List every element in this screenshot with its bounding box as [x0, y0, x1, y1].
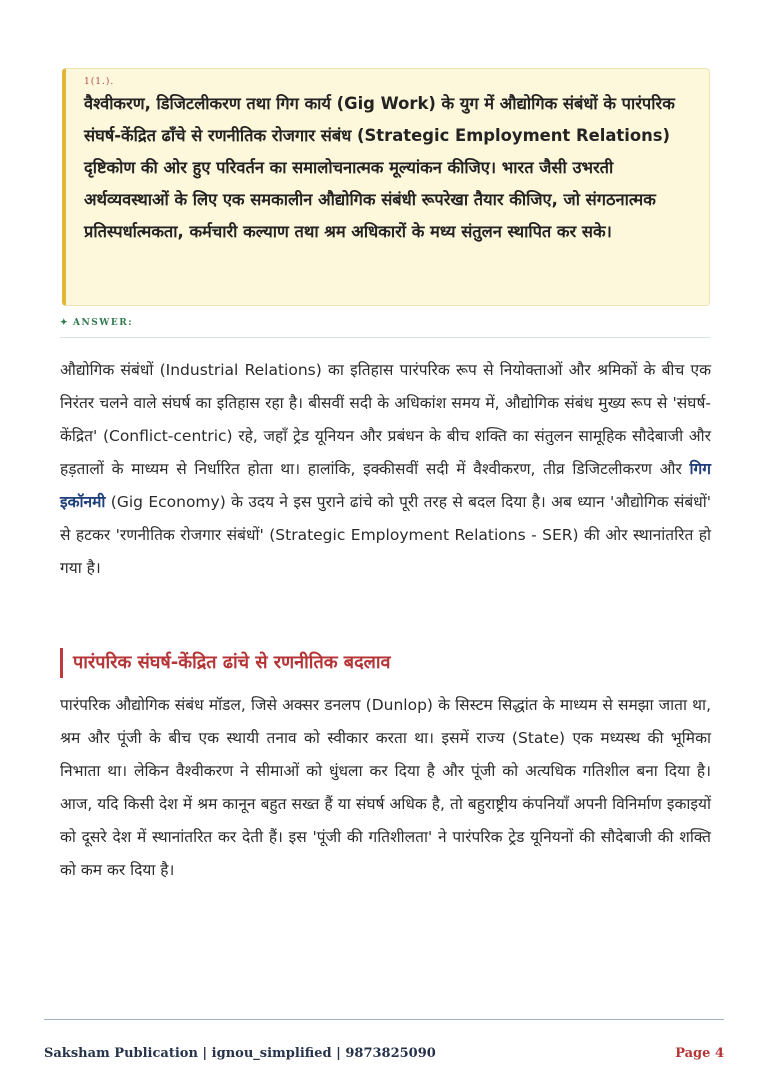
footer-divider — [44, 1019, 724, 1020]
page-number: Page 4 — [675, 1046, 724, 1061]
question-number: 1(1.). — [84, 77, 115, 87]
section-heading: पारंपरिक संघर्ष-केंद्रित ढांचे से रणनीतिक बदलाव — [60, 648, 391, 678]
answer-paragraph-2: पारंपरिक औद्योगिक संबंध मॉडल, जिसे अक्सर डनलप (Dunlop) के सिस्टम सिद्धांत के माध्यम से समझा जाता था, श्रम और पूंजी के बीच एक स्थायी तनाव को स्वीकार करता था। इसमें राज्य (State) एक मध्यस्थ की भूमिका निभाता था। लेकिन वैश्वीकरण ने सीमाओं को धुंधला कर दिया है और पूंजी को अत्यधिक गतिशील बना दिया है। आज, यदि किसी देश में श्रम कानून बहुत सख्त हैं या संघर्ष अधिक है, तो बहुराष्ट्रीय कंपनियाँ अपनी विनिर्माण इकाइयों को दूसरे देश में स्थानांतरित कर देती हैं। इस 'पूंजी की गतिशीलता' ने पारंपरिक ट्रेड यूनियनों की सौदेबाजी की शक्ति को कम कर दिया है। — [60, 696, 711, 879]
paragraph-1-part-2: (Gig Economy) के उदय ने इस पुराने ढांचे को पूरी तरह से बदल दिया है। अब ध्यान 'औद्योगिक संबंधों' से हटकर 'रणनीतिक रोजगार संबंधों' (Strategic Employment Relations - SER) की ओर स्थानांतरित हो गया है। — [60, 493, 711, 577]
answer-label-text: ANSWER: — [73, 318, 134, 328]
paragraph-1-part-1: औद्योगिक संबंधों (Industrial Relations) का इतिहास पारंपरिक रूप से नियोक्ताओं और श्रमिकों के बीच एक निरंतर चलने वाले संघर्ष का इतिहास रहा है। बीसवीं सदी के अधिकांश समय में, औद्योगिक संबंध मुख्य रूप से 'संघर्ष-केंद्रित' (Conflict-centric) रहे, जहाँ ट्रेड यूनियन और प्रबंधन के बीच शक्ति का संतुलन सामूहिक सौदेबाजी और हड़तालों के माध्यम से निर्धारित होता था। हालांकि, इक्कीसवीं सदी में वैश्वीकरण, तीव्र डिजिटलीकरण और — [60, 361, 711, 478]
answer-divider — [60, 337, 710, 338]
sparkle-icon: ✦ — [60, 318, 70, 328]
answer-label — [60, 318, 133, 328]
question-text: वैश्वीकरण, डिजिटलीकरण तथा गिग कार्य (Gig Work) के युग में औद्योगिक संबंधों के पारंपरिक संघर्ष-केंद्रित ढाँचे से रणनीतिक रोजगार संबंध (Strategic Employment Relations) दृष्टिकोण की ओर हुए परिवर्तन का समालोचनात्मक मूल्यांकन कीजिए। भारत जैसी उभरती अर्थव्यवस्थाओं के लिए एक समकालीन औद्योगिक संबंधी रूपरेखा तैयार कीजिए, जो संगठनात्मक प्रतिस्पर्धात्मकता, कर्मचारी कल्याण तथा श्रम अधिकारों के मध्य संतुलन स्थापित कर सके। — [84, 94, 675, 241]
question-box — [62, 68, 710, 306]
answer-paragraph-1 — [60, 354, 711, 585]
highlighted-term: गिग इकॉनमी — [60, 460, 711, 511]
footer-publisher: Saksham Publication | ignou_simplified | 9873825090 — [44, 1046, 436, 1061]
